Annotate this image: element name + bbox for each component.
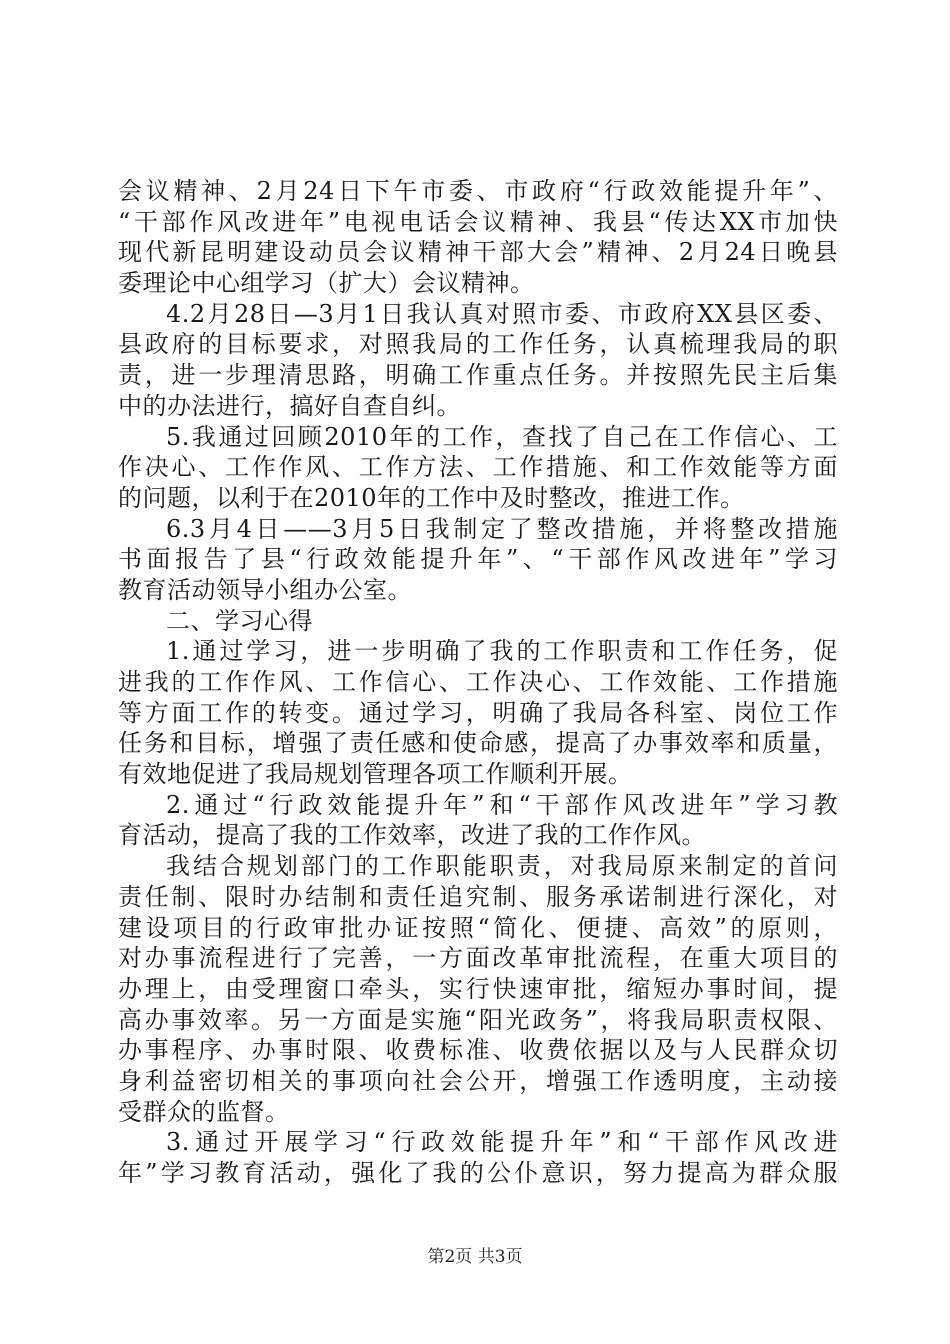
text-line: 现代新昆明建设动员会议精神干部大会”精神、2月24日晚县 xyxy=(118,238,838,267)
text-line: 办理上，由受理窗口牵头，实行快速审批，缩短办事时间，提 xyxy=(118,974,838,1003)
text-line: 5.我通过回顾2010年的工作，查找了自己在工作信心、工 xyxy=(166,422,838,451)
text-line: 作决心、工作作风、工作方法、工作措施、和工作效能等方面 xyxy=(118,453,838,482)
text-line: 县政府的目标要求，对照我局的工作任务，认真梳理我局的职 xyxy=(118,330,838,359)
text-line: 责，进一步理清思路，明确工作重点任务。并按照先民主后集 xyxy=(118,361,838,390)
text-line: 2.通过“行政效能提升年”和“干部作风改进年”学习教 xyxy=(166,790,838,819)
text-line: 育活动，提高了我的工作效率，改进了我的工作作风。 xyxy=(118,821,706,850)
document-body xyxy=(118,176,838,1189)
text-line: 有效地促进了我局规划管理各项工作顺利开展。 xyxy=(118,760,633,789)
text-line: 等方面工作的转变。通过学习，明确了我局各科室、岗位工作 xyxy=(118,698,838,727)
text-line: 3.通过开展学习“行政效能提升年”和“干部作风改进 xyxy=(166,1128,838,1157)
text-line: 责任制、限时办结制和责任追究制、服务承诺制进行深化，对 xyxy=(118,882,838,911)
text-line: 我结合规划部门的工作职能职责，对我局原来制定的首问 xyxy=(166,852,838,881)
text-line: 年”学习教育活动，强化了我的公仆意识，努力提高为群众服 xyxy=(118,1159,838,1187)
text-line: 委理论中心组学习（扩大）会议精神。 xyxy=(118,269,535,298)
text-line: 受群众的监督。 xyxy=(118,1097,290,1126)
text-line: 二、学习心得 xyxy=(166,606,313,635)
text-line: 4.2月28日—3月1日我认真对照市委、市政府XX县区委、 xyxy=(166,299,838,328)
text-line: 中的办法进行，搞好自查自纠。 xyxy=(118,391,461,420)
text-line: 高办事效率。另一方面是实施“阳光政务”，将我局职责权限、 xyxy=(118,1005,838,1034)
text-line: 书面报告了县“行政效能提升年”、“干部作风改进年”学习 xyxy=(118,545,838,574)
text-line: 教育活动领导小组办公室。 xyxy=(118,575,412,604)
text-line: 办事程序、办事时限、收费标准、收费依据以及与人民群众切 xyxy=(118,1036,838,1065)
text-line: 6.3月4日——3月5日我制定了整改措施，并将整改措施 xyxy=(166,514,838,543)
text-line: 进我的工作作风、工作信心、工作决心、工作效能、工作措施 xyxy=(118,668,838,696)
text-line: 身利益密切相关的事项向社会公开，增强工作透明度，主动接 xyxy=(118,1066,838,1095)
text-line: 1.通过学习，进一步明确了我的工作职责和工作任务，促 xyxy=(166,637,838,666)
text-line: 会议精神、2月24日下午市委、市政府“行政效能提升年”、 xyxy=(118,177,838,205)
page-footer: 第2页 共3页 xyxy=(427,1247,523,1267)
text-line: 任务和目标，增强了责任感和使命感，提高了办事效率和质量， xyxy=(118,729,838,758)
text-line: 对办事流程进行了完善，一方面改革审批流程，在重大项目的 xyxy=(118,944,838,973)
text-line: 建设项目的行政审批办证按照“简化、便捷、高效”的原则， xyxy=(118,913,838,942)
text-line: 的问题，以利于在2010年的工作中及时整改，推进工作。 xyxy=(118,483,745,512)
text-line: “干部作风改进年”电视电话会议精神、我县“传达XX市加快 xyxy=(118,207,838,236)
